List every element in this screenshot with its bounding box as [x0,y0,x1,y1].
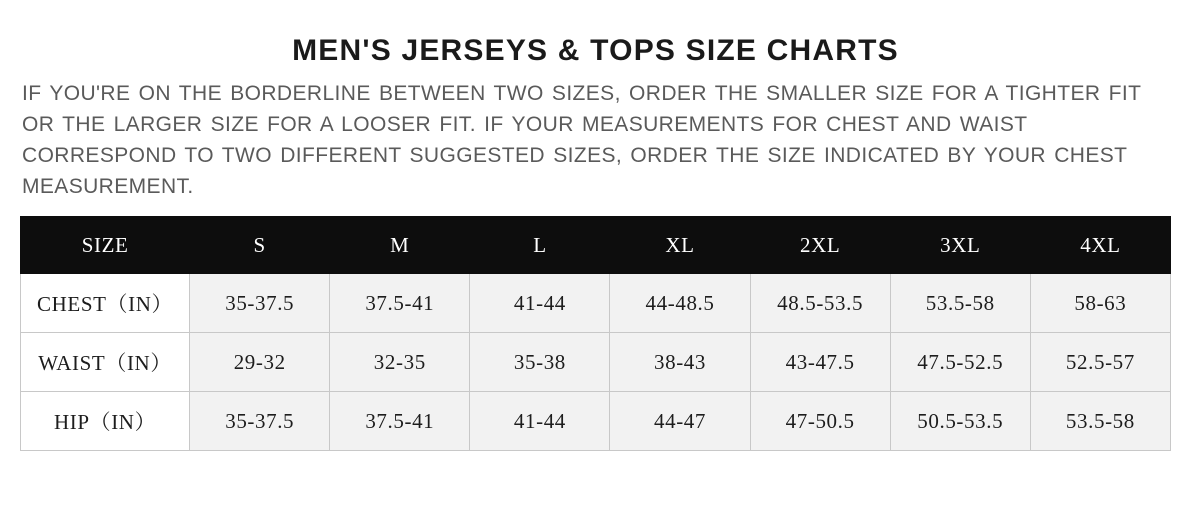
table-cell: 35-38 [470,333,610,392]
table-header-cell: XL [610,217,750,274]
table-cell: 47-50.5 [750,392,890,451]
table-row [21,392,1171,451]
table-header-cell: 3XL [890,217,1030,274]
size-chart-table [20,216,1171,451]
table-cell: 35-37.5 [190,274,330,333]
table-cell: 53.5-58 [890,274,1030,333]
table-cell: 37.5-41 [330,392,470,451]
table-cell: 58-63 [1030,274,1170,333]
table-cell: 44-47 [610,392,750,451]
table-row [21,333,1171,392]
row-label: WAIST（IN） [21,333,190,392]
table-cell: 41-44 [470,274,610,333]
table-cell: 32-35 [330,333,470,392]
table-cell: 35-37.5 [190,392,330,451]
intro-paragraph: IF YOU'RE ON THE BORDERLINE BETWEEN TWO SIZES, ORDER THE SMALLER SIZE FOR A TIGHTER FIT OR THE LARGER SIZE FOR A LOOSER FIT. IF YOUR MEASUREMENTS FOR CHEST AND WAIST CORRESPOND TO TWO DIFFERENT SUGGESTED SIZES, ORDER THE SIZE INDICATED BY YOUR CHEST MEASUREMENT. [22,82,1141,199]
table-header-row [21,217,1171,274]
table-header-cell: 2XL [750,217,890,274]
table-cell: 29-32 [190,333,330,392]
page-title: MEN'S JERSEYS & TOPS SIZE CHARTS [292,34,899,67]
table-cell: 47.5-52.5 [890,333,1030,392]
table-header-cell: L [470,217,610,274]
table-cell: 37.5-41 [330,274,470,333]
table-row [21,274,1171,333]
table-cell: 44-48.5 [610,274,750,333]
table-cell: 41-44 [470,392,610,451]
table-cell: 52.5-57 [1030,333,1170,392]
table-header-cell: 4XL [1030,217,1170,274]
table-cell: 50.5-53.5 [890,392,1030,451]
row-label: HIP（IN） [21,392,190,451]
table-header-cell: SIZE [21,217,190,274]
table-header-cell: S [190,217,330,274]
table-cell: 38-43 [610,333,750,392]
table-cell: 48.5-53.5 [750,274,890,333]
table-cell: 53.5-58 [1030,392,1170,451]
table-header-cell: M [330,217,470,274]
table-cell: 43-47.5 [750,333,890,392]
row-label: CHEST（IN） [21,274,190,333]
